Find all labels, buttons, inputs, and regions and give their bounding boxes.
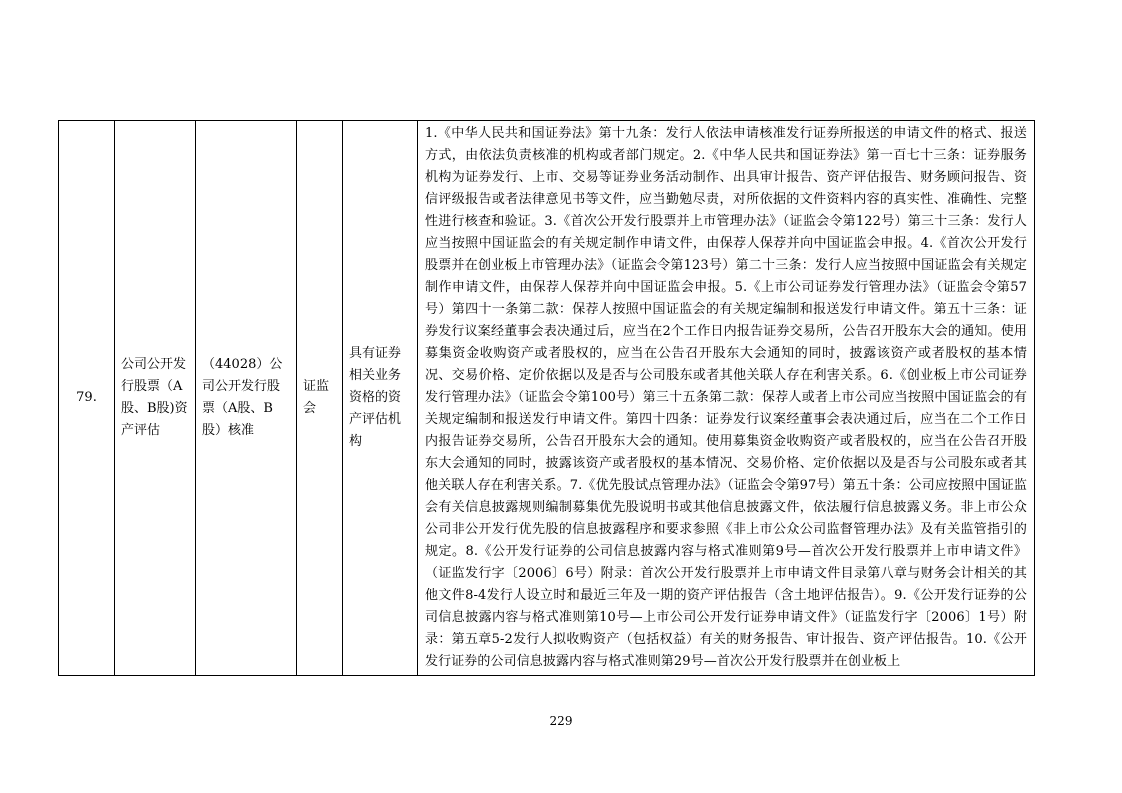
- row-number: 79.: [59, 121, 115, 676]
- qualification-cell: 具有证券相关业务资格的资产评估机构: [343, 121, 418, 676]
- department-cell: 证监会: [297, 121, 343, 676]
- page-number: 229: [549, 714, 573, 728]
- item-name-cell: 公司公开发行股票（A股、B股)资产评估: [115, 121, 196, 676]
- regulation-table: [58, 120, 1035, 676]
- legal-basis-cell: 1.《中华人民共和国证券法》第十九条：发行人依法申请核准发行证券所报送的申请文件的格式、报送方式，由依法负责核准的机构或者部门规定。2.《中华人民共和国证券法》第一百七十三条：证券服务机构为证券发行、上市、交易等证券业务活动制作、出具审计报告、资产评估报告、财务顾问报告、资信评级报告或者法律意见书等文件，应当勤勉尽责，对所依据的文件资料内容的真实性、准确性、完整性进行核查和验证。3.《首次公开发行股票并上市管理办法》（证监会令第122号）第三十三条：发行人应当按照中国证监会的有关规定制作申请文件，由保荐人保荐并向中国证监会申报。4.《首次公开发行股票并在创业板上市管理办法》（证监会令第123号）第二十三条：发行人应当按照中国证监会有关规定制作申请文件，由保荐人保荐并向中国证监会申报。5.《上市公司证券发行管理办法》（证监会令第57号）第四十一条第二款：保荐人按照中国证监会的有关规定编制和报送发行申请文件。第五十三条：证券发行议案经董事会表决通过后，应当在2个工作日内报告证券交易所，公告召开股东大会的通知。使用募集资金收购资产或者股权的，应当在公告召开股东大会通知的同时，披露该资产或者股权的基本情况、交易价格、定价依据以及是否与公司股东或者其他关联人存在利害关系。6.《创业板上市公司证券发行管理办法》（证监会令第100号）第三十五条第二款：保荐人或者上市公司应当按照中国证监会的有关规定编制和报送发行申请文件。第四十四条：证券发行议案经董事会表决通过后，应当在二个工作日内报告证券交易所，公告召开股东大会的通知。使用募集资金收购资产或者股权的，应当在公告召开股东大会通知的同时，披露该资产或者股权的基本情况、交易价格、定价依据以及是否与公司股东或者其他关联人存在利害关系。7.《优先股试点管理办法》（证监会令第97号）第五十条：公司应按照中国证监会有关信息披露规则编制募集优先股说明书或其他信息披露文件，依法履行信息披露义务。非上市公众公司非公开发行优先股的信息披露程序和要求参照《非上市公众公司监督管理办法》及有关监管指引的规定。8.《公开发行证券的公司信息披露内容与格式准则第9号—首次公开发行股票并上市申请文件》（证监发行字〔2006〕6号）附录：首次公开发行股票并上市申请文件目录第八章与财务会计相关的其他文件8-4发行人设立时和最近三年及一期的资产评估报告（含土地评估报告）。9.《公开发行证券的公司信息披露内容与格式准则第10号—上市公司公开发行证券申请文件》（证监发行字〔2006〕1号）附录：第五章5-2发行人拟收购资产（包括权益）有关的财务报告、审计报告、资产评估报告。10.《公开发行证券的公司信息披露内容与格式准则第29号—首次公开发行股票并在创业板上: [418, 121, 1035, 676]
- table-row: [59, 121, 1035, 676]
- approval-item-cell: （44028）公司公开发行股票（A股、B股）核准: [196, 121, 297, 676]
